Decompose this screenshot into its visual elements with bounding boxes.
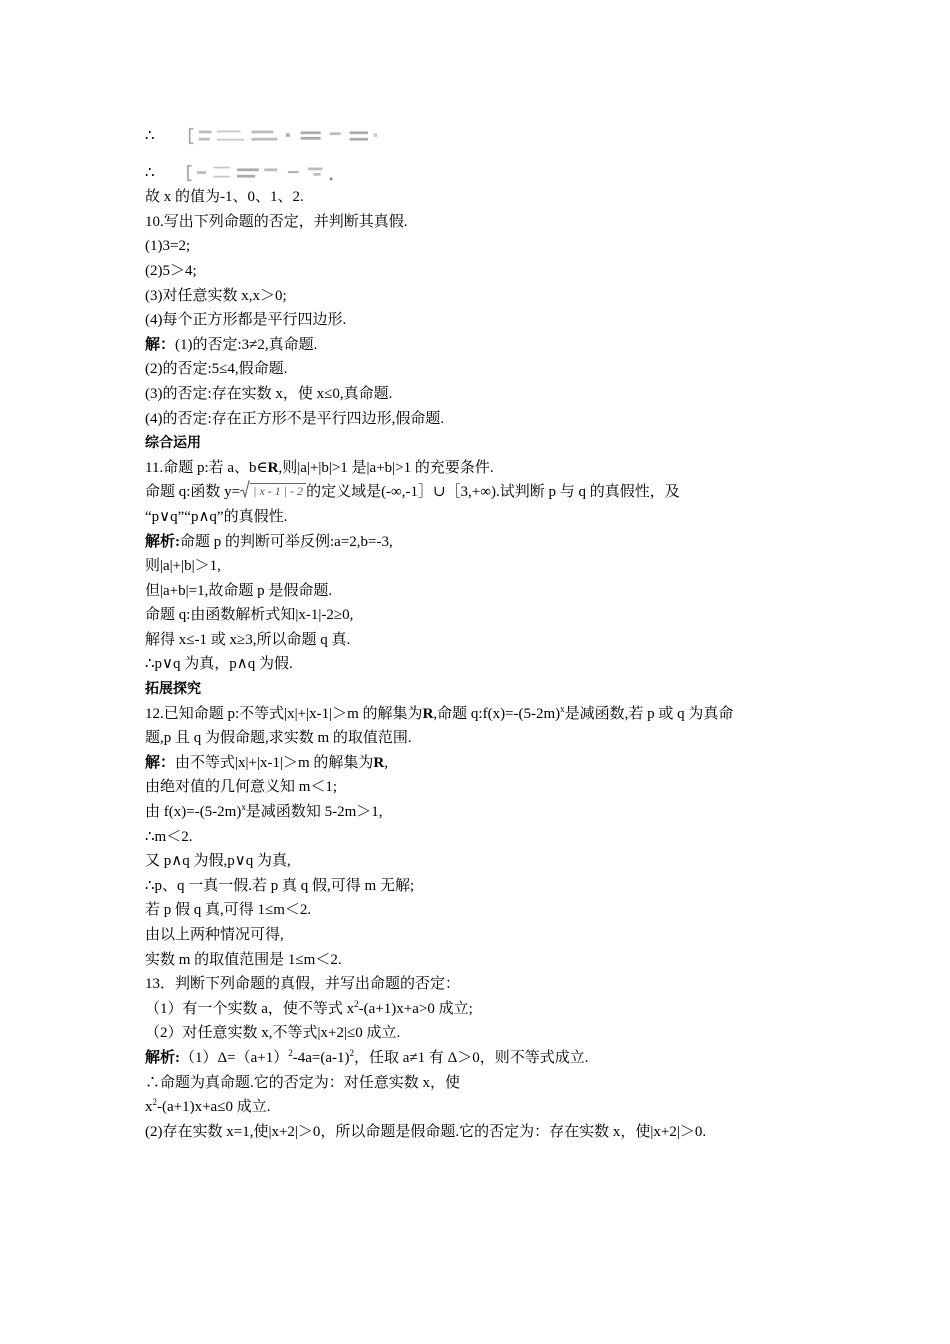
therefore-symbol: ∴ xyxy=(145,128,155,144)
superscript: x xyxy=(560,703,565,714)
formula-image-1 xyxy=(167,126,427,146)
question-11-line-1 xyxy=(145,456,810,481)
answer-13-line-2: ∴命题为真命题.它的否定为：对任意实数 x，使 xyxy=(145,1074,461,1091)
answer-text: (1)的否定:3≠2,真命题. xyxy=(175,336,318,353)
question-10-item-1: (1)3=2; xyxy=(145,238,191,255)
text-line: 故 x 的值为-1、0、1、2. xyxy=(145,189,304,206)
question-10: 10.写出下列命题的否定，并判断其真假. xyxy=(145,213,408,230)
text: ，任取 a≠1 有 Δ＞0，则不等式成立. xyxy=(354,1049,589,1066)
question-12-line-1 xyxy=(145,702,810,727)
answer-11-line-1 xyxy=(145,530,810,555)
answer-10-line-4: (4)的否定:存在正方形不是平行四边形,假命题. xyxy=(145,410,445,427)
answer-12-line-1 xyxy=(145,751,810,776)
sqrt-radicand: | x - 1 | - 2 xyxy=(250,483,306,498)
answer-10-line-3: (3)的否定:存在实数 x，使 x≤0,真命题. xyxy=(145,385,393,402)
question-13-item-1 xyxy=(145,997,810,1022)
answer-11-line-2: 则|a|+|b|＞1, xyxy=(145,558,221,575)
sqrt-expression xyxy=(240,480,306,498)
answer-11-line-6: ∴p∨q 为真，p∧q 为假. xyxy=(145,656,293,673)
question-13: 13．判断下列命题的真假，并写出命题的否定： xyxy=(145,976,461,993)
text: （1）有一个实数 a，使不等式 x xyxy=(145,1000,355,1017)
question-12-line-2: 题,p 且 q 为假命题,求实数 m 的取值范围. xyxy=(145,730,412,747)
answer-13-line-1 xyxy=(145,1046,810,1071)
answer-10-line-2: (2)的否定:5≤4,假命题. xyxy=(145,361,288,378)
answer-12-line-3 xyxy=(145,800,810,825)
text: 的定义域是(-∞,-1］∪［3,+∞).试判断 p 与 q 的真假性，及 xyxy=(306,484,680,501)
answer-12-line-8: 由以上两种情况可得, xyxy=(145,927,284,943)
answer-11-line-4: 命题 q:由函数解析式知|x-1|-2≥0, xyxy=(145,607,354,624)
answer-12-line-4: ∴m＜2. xyxy=(145,828,193,845)
text: 11.命题 p:若 a、b∈ xyxy=(145,459,268,476)
superscript: x xyxy=(241,802,246,813)
answer-label: 解： xyxy=(145,336,176,353)
bold-R: R xyxy=(373,754,385,771)
answer-label: 解析: xyxy=(145,533,180,550)
superscript: 2 xyxy=(354,998,359,1009)
answer-10-line-1 xyxy=(145,333,810,358)
answer-13-line-4: (2)存在实数 x=1,使|x+2|＞0，所以命题是假命题.它的否定为：存在实数 x，使|x+2|＞0. xyxy=(145,1123,707,1140)
text: , xyxy=(384,754,388,771)
text: -(a+1)x+a>0 成立; xyxy=(358,1000,473,1017)
text: 是减函数,若 p 或 q 为真命 xyxy=(564,705,734,722)
text: ,则|a|+|b|>1 是|a+b|>1 的充要条件. xyxy=(278,459,494,476)
answer-label: 解： xyxy=(145,754,176,771)
bold-R: R xyxy=(267,459,279,476)
question-11-line-2 xyxy=(145,480,810,505)
document-page xyxy=(145,124,810,1144)
text: 由不等式|x|+|x-1|＞m 的解集为 xyxy=(175,754,374,771)
section-heading-1: 综合运用 xyxy=(145,435,201,452)
text: x xyxy=(145,1099,153,1116)
therefore-symbol: ∴ xyxy=(145,164,155,181)
answer-12-line-6: ∴p、q 一真一假.若 p 真 q 假,可得 m 无解; xyxy=(145,877,415,894)
answer-13-line-3 xyxy=(145,1095,810,1120)
superscript: 2 xyxy=(349,1047,354,1058)
text: 12.已知命题 p:不等式|x|+|x-1|＞m 的解集为 xyxy=(145,705,423,722)
question-10-item-3: (3)对任意实数 x,x＞0; xyxy=(145,287,287,304)
superscript: 2 xyxy=(288,1047,293,1058)
formula-image-2 xyxy=(167,163,387,183)
answer-12-line-7: 若 p 假 q 真,可得 1≤m＜2. xyxy=(145,902,312,919)
answer-12-line-5: 又 p∧q 为假,p∨q 为真, xyxy=(145,853,291,870)
formula-line-1 xyxy=(145,124,810,149)
section-heading-2: 拓展探究 xyxy=(145,681,201,698)
answer-label: 解析: xyxy=(145,1049,180,1066)
text: 是减函数知 5-2m＞1, xyxy=(245,804,383,821)
text: -(a+1)x+a≤0 成立. xyxy=(157,1099,271,1116)
text: （1）Δ=（a+1） xyxy=(180,1049,289,1066)
bold-R: R xyxy=(422,705,434,722)
answer-12-line-2: 由绝对值的几何意义知 m＜1; xyxy=(145,779,338,796)
answer-12-line-9: 实数 m 的取值范围是 1≤m＜2. xyxy=(145,951,342,968)
question-10-item-2: (2)5＞4; xyxy=(145,262,197,279)
sqrt-sign-icon xyxy=(240,480,250,498)
answer-text: 命题 p 的判断可举反例:a=2,b=-3, xyxy=(180,533,393,550)
question-11-line-3: “p∨q”“p∧q”的真假性. xyxy=(145,508,288,525)
answer-11-line-3: 但|a+b|=1,故命题 p 是假命题. xyxy=(145,582,333,599)
text: 由 f(x)=-(5-2m) xyxy=(145,804,242,821)
text: ,命题 q:f(x)=-(5-2m) xyxy=(433,705,561,722)
question-10-item-4: (4)每个正方形都是平行四边形. xyxy=(145,312,347,329)
superscript: 2 xyxy=(152,1097,157,1108)
text: -4a=(a-1) xyxy=(292,1049,350,1066)
text: 命题 q:函数 y= xyxy=(145,484,241,501)
question-13-item-2: （2）对任意实数 x,不等式|x+2|≤0 成立. xyxy=(145,1025,401,1042)
formula-line-2 xyxy=(145,161,810,186)
answer-11-line-5: 解得 x≤-1 或 x≥3,所以命题 q 真. xyxy=(145,631,351,648)
